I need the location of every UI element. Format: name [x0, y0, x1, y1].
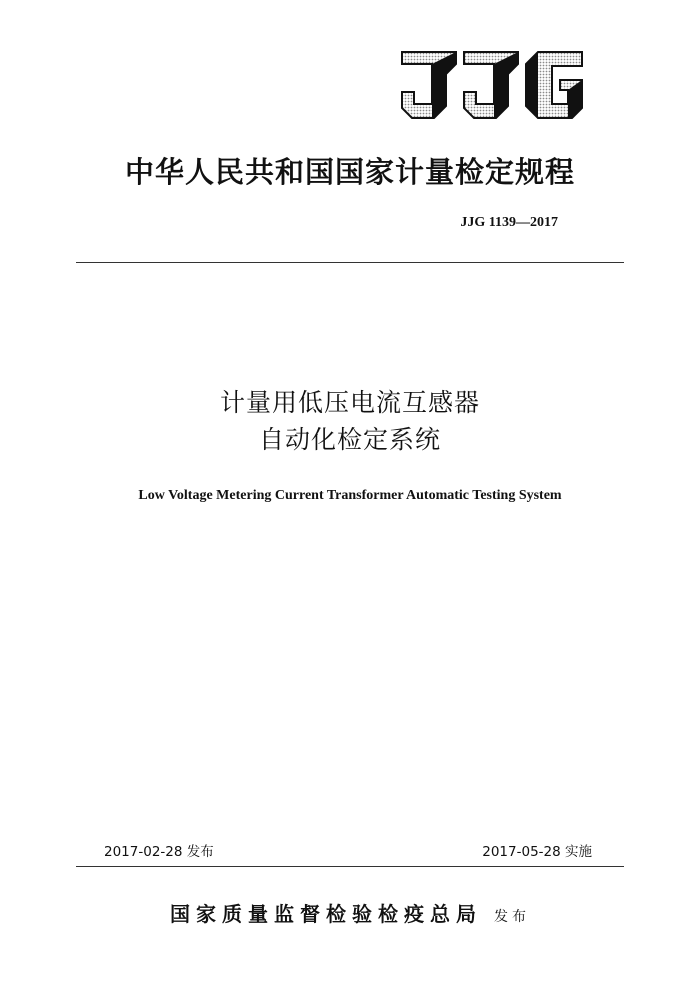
- title-line-2: 自动化检定系统: [258, 425, 441, 454]
- document-title: [0, 384, 700, 458]
- publisher-action: 发布: [494, 909, 530, 925]
- document-code: JJG 1139—2017: [460, 215, 558, 230]
- publisher-name: 国家质量监督检验检疫总局: [170, 902, 482, 926]
- bottom-divider: [76, 866, 624, 867]
- jjg-logo: [398, 46, 588, 124]
- implementation-date: 2017-05-28 实施: [482, 844, 592, 860]
- top-divider: [76, 262, 624, 263]
- issue-date: 2017-02-28 发布: [104, 844, 214, 860]
- title-line-1: 计量用低压电流互感器: [219, 388, 480, 417]
- jjg-emblem-icon: [398, 46, 588, 124]
- regulation-series-title: 中华人民共和国国家计量检定规程: [124, 155, 575, 189]
- english-title: Low Voltage Metering Current Transformer Automatic Testing System: [138, 488, 562, 503]
- publisher-line: [0, 898, 700, 927]
